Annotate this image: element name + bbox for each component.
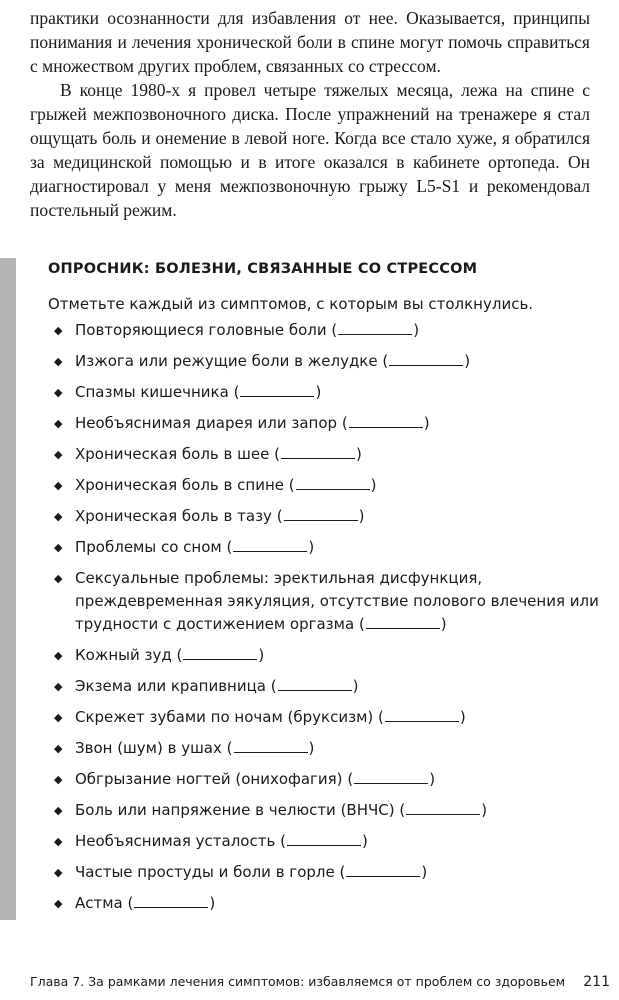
diamond-bullet-icon: ◆ bbox=[54, 324, 63, 337]
open-paren: ( bbox=[382, 352, 389, 370]
symptom-item bbox=[48, 381, 608, 404]
open-paren: ( bbox=[233, 383, 240, 401]
symptom-label: Необъяснимая усталость bbox=[75, 832, 276, 850]
diamond-bullet-icon: ◆ bbox=[54, 804, 63, 817]
open-paren: ( bbox=[331, 321, 338, 339]
open-paren: ( bbox=[280, 832, 286, 850]
close-paren: ) bbox=[308, 538, 315, 556]
close-paren: ) bbox=[370, 476, 377, 494]
close-paren: ) bbox=[413, 321, 420, 339]
symptom-item bbox=[48, 567, 608, 636]
paragraph-1: практики осознанности для избавления от нее. Оказывается, принципы понимания и лечения хронической боли в спине могут помочь справиться с множеством других проблем, связанных со стрессом. bbox=[30, 8, 590, 76]
close-paren: ) bbox=[361, 832, 368, 850]
diamond-bullet-icon: ◆ bbox=[54, 649, 63, 662]
answer-blank[interactable] bbox=[296, 474, 370, 490]
close-paren: ) bbox=[459, 708, 466, 726]
symptom-label: Повторяющиеся головные боли bbox=[75, 321, 327, 339]
symptom-label: Проблемы со сном bbox=[75, 538, 222, 556]
symptom-label: Боль или напряжение в челюсти (ВНЧС) bbox=[75, 801, 395, 819]
diamond-bullet-icon: ◆ bbox=[54, 711, 63, 724]
paragraph-2: В конце 1980-х я провел четыре тяжелых месяца, лежа на спине с грыжей межпозвоночного диска. После упражнений на тренажере я стал ощущать боль и онемение в левой ноге. Когда все стало хуже, я обратился за медицинской помощью и в итоге оказался в кабинете ортопеда. Он диагностировал у меня межпозвоночную грыжу L5-S1 и рекомендовал постельный режим. bbox=[30, 80, 590, 220]
open-paren: ( bbox=[226, 739, 233, 757]
page-number: 211 bbox=[583, 974, 610, 990]
diamond-bullet-icon: ◆ bbox=[54, 448, 63, 461]
close-paren: ) bbox=[209, 894, 216, 912]
symptom-label: Скрежет зубами по ночам (бруксизм) bbox=[75, 708, 374, 726]
open-paren: ( bbox=[358, 615, 365, 633]
open-paren: ( bbox=[270, 677, 277, 695]
symptom-item bbox=[48, 892, 608, 915]
diamond-bullet-icon: ◆ bbox=[54, 680, 63, 693]
open-paren: ( bbox=[127, 894, 134, 912]
close-paren: ) bbox=[440, 615, 447, 633]
symptom-item bbox=[48, 443, 608, 466]
symptom-item bbox=[48, 644, 608, 667]
open-paren: ( bbox=[341, 414, 348, 432]
questionnaire-title: ОПРОСНИК: БОЛЕЗНИ, СВЯЗАННЫЕ СО СТРЕССОМ bbox=[48, 261, 478, 277]
symptom-list bbox=[48, 319, 608, 915]
symptom-item bbox=[48, 861, 608, 884]
answer-blank[interactable] bbox=[278, 675, 352, 691]
diamond-bullet-icon: ◆ bbox=[54, 773, 63, 786]
close-paren: ) bbox=[352, 677, 359, 695]
diamond-bullet-icon: ◆ bbox=[54, 510, 63, 523]
symptom-label: Спазмы кишечника bbox=[75, 383, 229, 401]
answer-blank[interactable] bbox=[134, 892, 208, 908]
answer-blank[interactable] bbox=[183, 644, 257, 660]
answer-blank[interactable] bbox=[233, 536, 307, 552]
answer-blank[interactable] bbox=[346, 861, 420, 877]
answer-blank[interactable] bbox=[338, 319, 412, 335]
open-paren: ( bbox=[399, 801, 406, 819]
symptom-label: Звон (шум) в ушах bbox=[75, 739, 222, 757]
close-paren: ) bbox=[308, 739, 315, 757]
symptom-label: Обгрызание ногтей (онихофагия) bbox=[75, 770, 343, 788]
questionnaire-intro: Отметьте каждый из симптомов, с которым вы столкнулись. bbox=[48, 295, 534, 313]
body-text bbox=[30, 6, 590, 222]
diamond-bullet-icon: ◆ bbox=[54, 897, 63, 910]
symptom-label: Частые простуды и боли в горле bbox=[75, 863, 335, 881]
symptom-item bbox=[48, 706, 608, 729]
close-paren: ) bbox=[423, 414, 430, 432]
chapter-title: Глава 7. За рамками лечения симптомов: избавляемся от проблем со здоровьем bbox=[30, 974, 566, 989]
open-paren: ( bbox=[276, 507, 283, 525]
diamond-bullet-icon: ◆ bbox=[54, 479, 63, 492]
answer-blank[interactable] bbox=[240, 381, 314, 397]
symptom-item bbox=[48, 737, 608, 760]
answer-blank[interactable] bbox=[281, 443, 355, 459]
symptom-item bbox=[48, 675, 608, 698]
questionnaire-box bbox=[48, 258, 608, 923]
answer-blank[interactable] bbox=[385, 706, 459, 722]
diamond-bullet-icon: ◆ bbox=[54, 541, 63, 554]
close-paren: ) bbox=[258, 646, 265, 664]
open-paren: ( bbox=[176, 646, 183, 664]
symptom-label: Сексуальные проблемы: эректильная дисфункция, преждевременная эякуляция, отсутствие полового влечения или трудности с достижением оргазма bbox=[75, 569, 599, 633]
symptom-label: Хроническая боль в спине bbox=[75, 476, 284, 494]
diamond-bullet-icon: ◆ bbox=[54, 835, 63, 848]
symptom-label: Необъяснимая диарея или запор bbox=[75, 414, 338, 432]
close-paren: ) bbox=[464, 352, 471, 370]
answer-blank[interactable] bbox=[284, 505, 358, 521]
diamond-bullet-icon: ◆ bbox=[54, 355, 63, 368]
open-paren: ( bbox=[378, 708, 384, 726]
answer-blank[interactable] bbox=[389, 350, 463, 366]
symptom-item bbox=[48, 319, 608, 342]
close-paren: ) bbox=[358, 507, 365, 525]
close-paren: ) bbox=[355, 445, 362, 463]
symptom-item bbox=[48, 768, 608, 791]
answer-blank[interactable] bbox=[406, 799, 480, 815]
open-paren: ( bbox=[274, 445, 280, 463]
symptom-label: Хроническая боль в шее bbox=[75, 445, 270, 463]
close-paren: ) bbox=[481, 801, 488, 819]
answer-blank[interactable] bbox=[354, 768, 428, 784]
open-paren: ( bbox=[339, 863, 346, 881]
symptom-item bbox=[48, 536, 608, 559]
diamond-bullet-icon: ◆ bbox=[54, 742, 63, 755]
close-paren: ) bbox=[315, 383, 322, 401]
symptom-item bbox=[48, 830, 608, 853]
symptom-label: Астма bbox=[75, 894, 123, 912]
answer-blank[interactable] bbox=[287, 830, 361, 846]
open-paren: ( bbox=[226, 538, 233, 556]
symptom-label: Кожный зуд bbox=[75, 646, 172, 664]
symptom-item bbox=[48, 799, 608, 822]
symptom-item bbox=[48, 474, 608, 497]
symptom-item bbox=[48, 350, 608, 373]
diamond-bullet-icon: ◆ bbox=[54, 386, 63, 399]
sidebar-accent-bar bbox=[0, 258, 16, 920]
open-paren: ( bbox=[347, 770, 354, 788]
diamond-bullet-icon: ◆ bbox=[54, 417, 63, 430]
symptom-label: Экзема или крапивница bbox=[75, 677, 266, 695]
close-paren: ) bbox=[421, 863, 428, 881]
page-footer bbox=[30, 974, 610, 989]
symptom-label: Хроническая боль в тазу bbox=[75, 507, 272, 525]
symptom-item bbox=[48, 505, 608, 528]
open-paren: ( bbox=[288, 476, 295, 494]
symptom-item bbox=[48, 412, 608, 435]
answer-blank[interactable] bbox=[234, 737, 308, 753]
answer-blank[interactable] bbox=[349, 412, 423, 428]
diamond-bullet-icon: ◆ bbox=[54, 572, 63, 585]
symptom-label: Изжога или режущие боли в желудке bbox=[75, 352, 378, 370]
close-paren: ) bbox=[429, 770, 436, 788]
answer-blank[interactable] bbox=[366, 613, 440, 629]
diamond-bullet-icon: ◆ bbox=[54, 866, 63, 879]
